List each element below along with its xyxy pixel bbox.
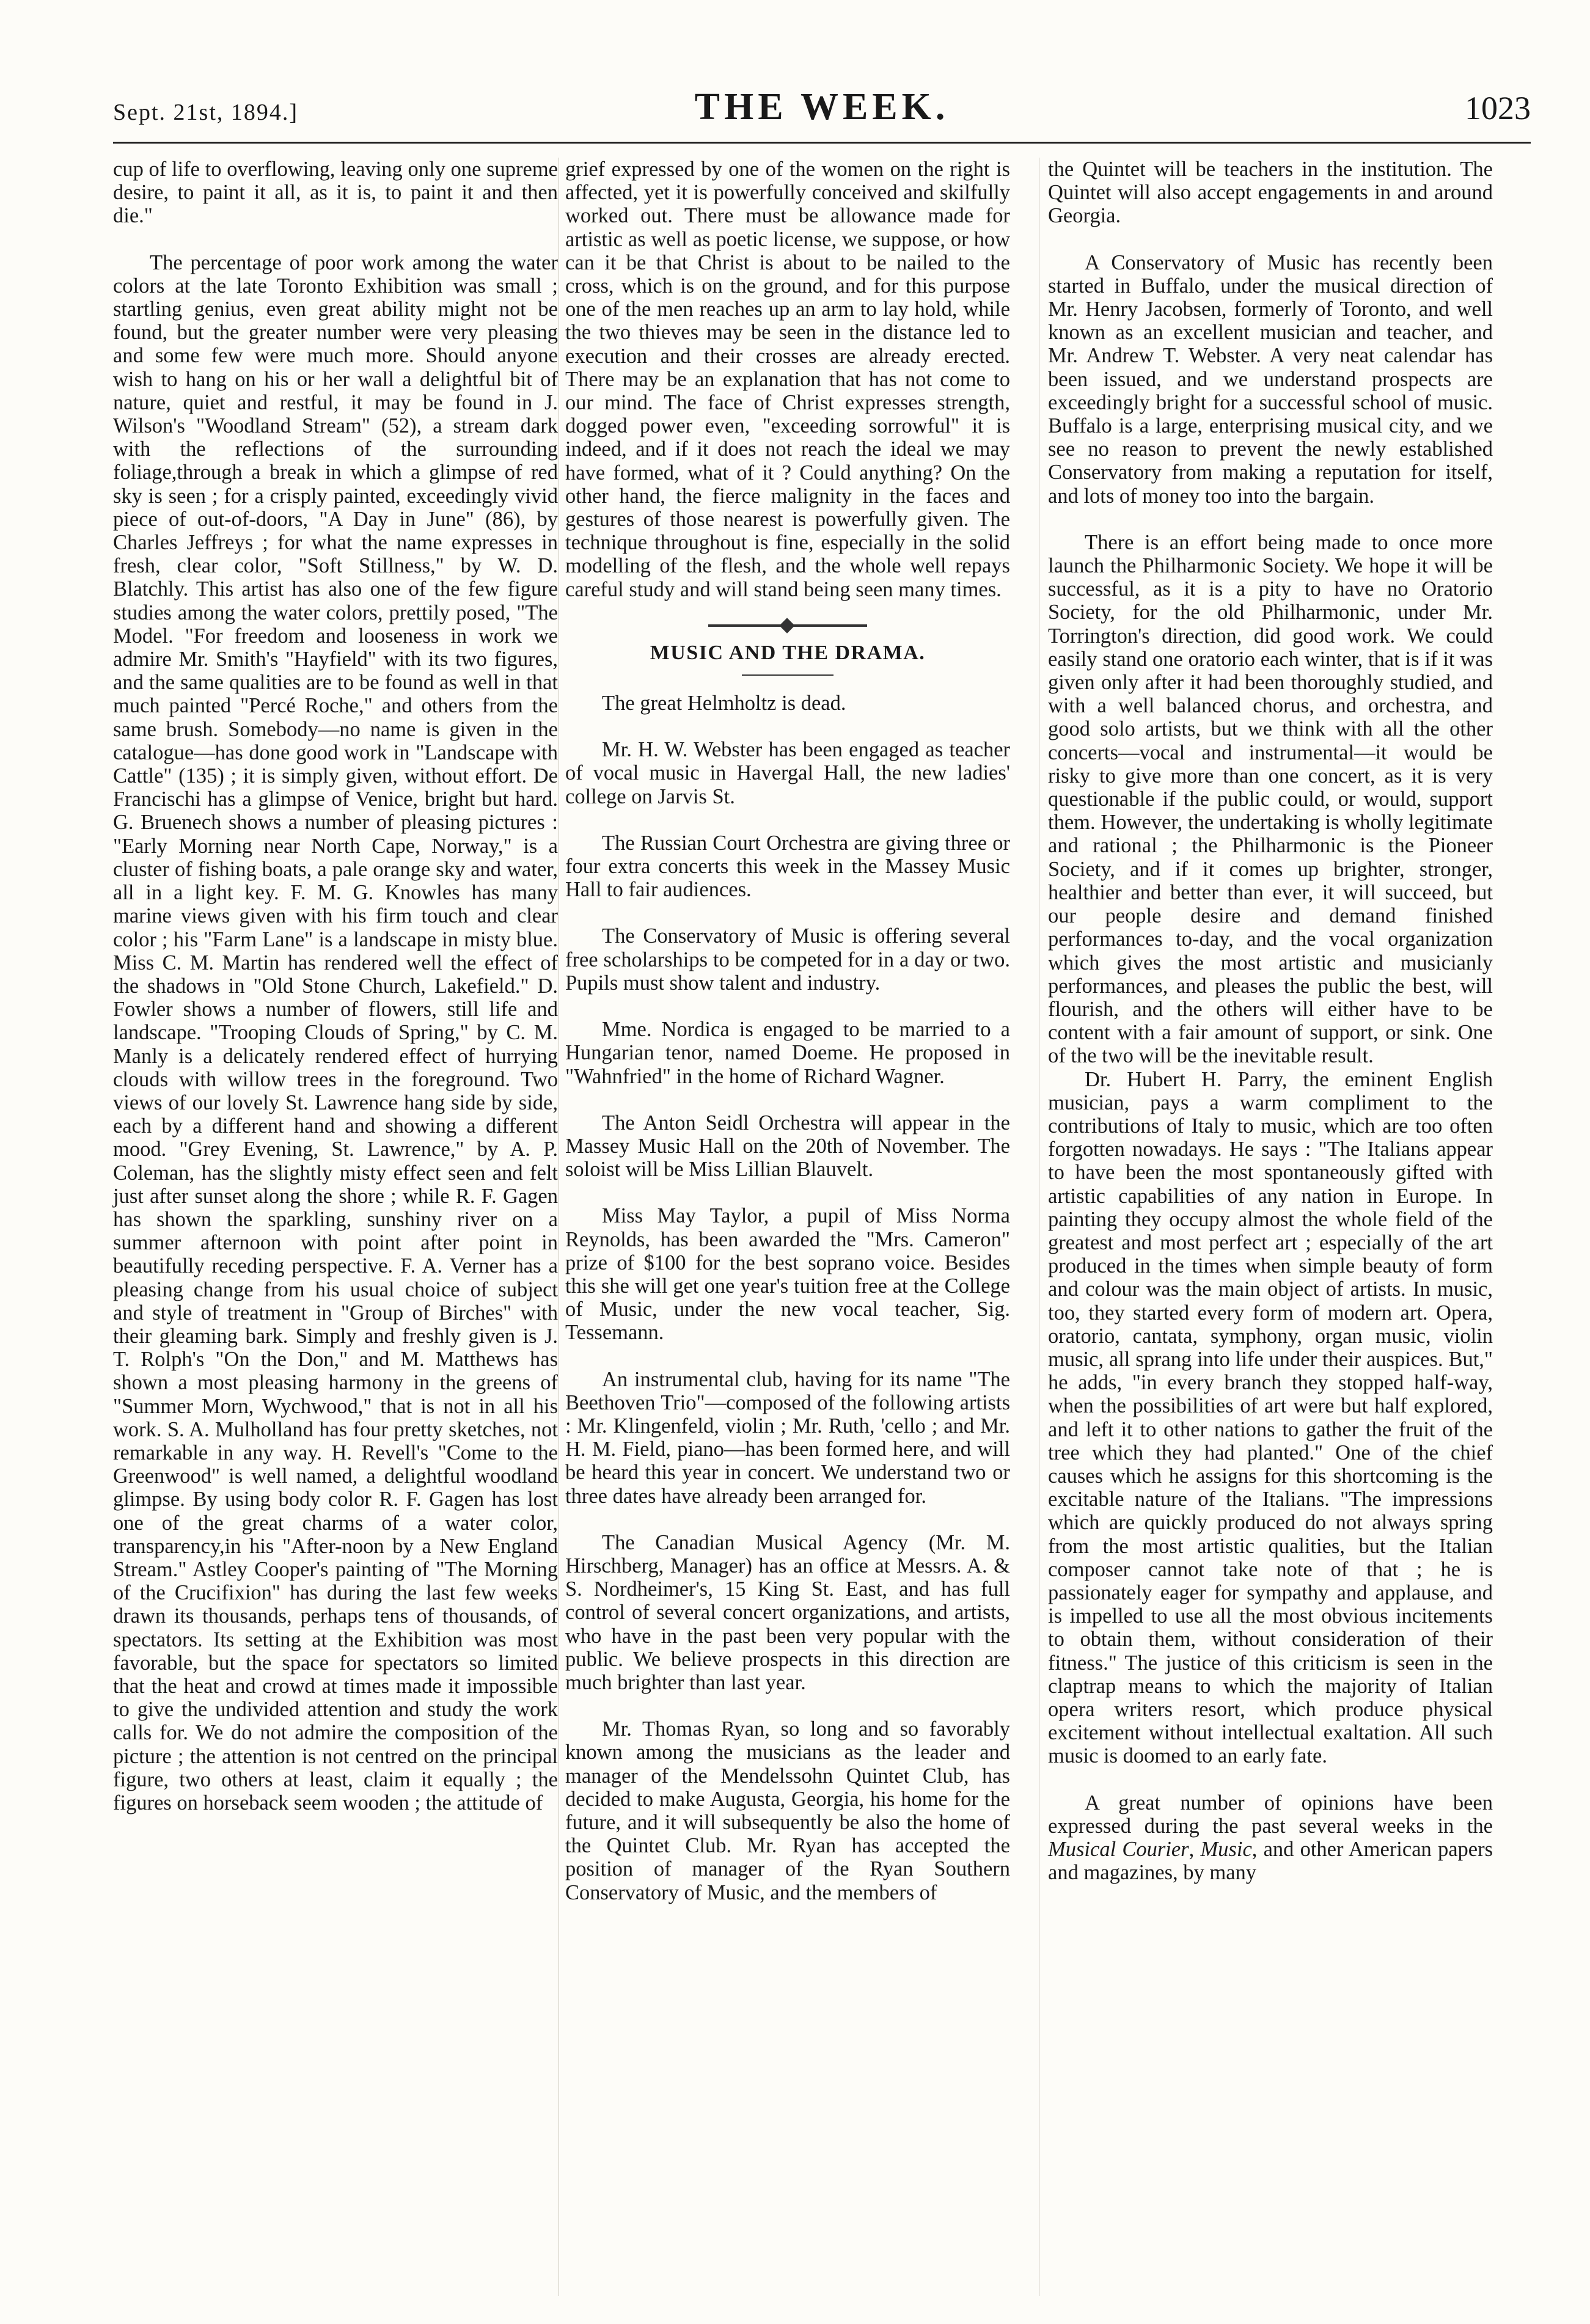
header-rule <box>113 142 1531 144</box>
page-header <box>113 86 1531 134</box>
page-number: 1023 <box>1465 90 1531 126</box>
section-title: MUSIC AND THE DRAMA. <box>650 641 926 664</box>
paragraph: The Russian Court Orchestra are giving three or four extra concerts this week in the Massey Music Hall to fair audiences. <box>565 831 1010 902</box>
section-heading-block <box>565 624 1010 676</box>
column-3 <box>1048 158 1493 1907</box>
issue-date: Sept. 21st, 1894.] <box>113 100 299 125</box>
paragraph: A Conservatory of Music has recently been started in Buffalo, under the musical direction of Mr. Henry Jacobsen, formerly of Toronto, and well known as an excellent musician and teacher, and Mr. Andrew T. Webster. A very neat calendar has been issued, and we understand prospects are exceedingly bright for a successful school of music. Buffalo is a large, enterprising musical city, and we see no reason to prevent the newly established Conservatory from making a reputation for itself, and lots of money too into the bargain. <box>1048 250 1493 508</box>
paragraph: The Canadian Musical Agency (Mr. M. Hirschberg, Manager) has an office at Messrs. A. & S. Nordheimer's, 15 King St. East, and has full control of several concert organizations, and artists, who have in the past been very popular with the public. We believe prospects in this direction are much brighter than last year. <box>565 1530 1010 1694</box>
text-run: , and other American papers and magazines, by many <box>1048 1838 1493 1885</box>
section-rule <box>742 674 833 676</box>
paragraph: cup of life to overflowing, leaving only one supreme desire, to paint it all, as it is, to paint it and then die." <box>113 158 558 228</box>
text-run: , <box>1189 1838 1201 1862</box>
paragraph <box>1048 1791 1493 1885</box>
paragraph: The percentage of poor work among the water colors at the late Toronto Exhibition was small ; startling genius, even great ability might not be found, but the greater number were very pleasing and some few were much more. Should anyone wish to hang on his or her wall a delightful bit of nature, quiet and restful, it may be found in J. Wilson's "Woodland Stream" (52), a stream dark with the reflections of the surrounding foliage,through a break in which a glimpse of red sky is seen ; for a crisply painted, exceedingly vivid piece of out-of-doors, "A Day in June" (86), by Charles Jeffreys ; for what the name expresses in fresh, clear color, "Soft Stillness," by W. D. Blatchly. This artist has also one of the few figure studies among the water colors, prettily posed, "The Model. "For freedom and looseness in work we admire Mr. Smith's "Hayfield" with its two figures, and the same qualities are to be found as well in that much painted "Percé Roche," and others from the same brush. Somebody—no name is given in the catalogue—has done good work in "Landscape with Cattle" (135) ; it is simply given, without effort. De Francischi has a glimpse of Venice, bright but hard. G. Bruenech shows a number of pleasing pictures : "Early Morning near North Cape, Norway," is a cluster of fishing boats, a pale orange sky and water, all in a light key. F. M. G. Knowles has many marine views given with his firm touch and clear color ; his "Farm Lane" is a landscape in misty blue. Miss C. M. Martin has rendered well the effect of the shadows in "Old Stone Church, Lakefield." D. Fowler shows a number of flowers, still life and landscape. "Trooping Clouds of Spring," by C. M. Manly is a delicately rendered effect of hurrying clouds with willow trees in the foreground. Two views of our lovely St. Lawrence hang side by side, each by a different hand and showing a different mood. "Grey Evening, St. Lawrence," by A. P. Coleman, has the slightly misty effect seen and felt just after sunset along the shore ; while R. F. Gagen has shown the sparkling, sunshiny river on a summer afternoon with point after point in beautifully receding perspective. F. A. Verner has a pleasing change from his usual choice of subject and style of treatment in "Group of Birches" with their gleaming bark. Simply and freshly given is J. T. Rolph's "On the Don," and M. Matthews has shown a most pleasing harmony in the greens of "Summer Morn, Wychwood," that is not in all his work. S. A. Mulholland has four pretty sketches, not remarkable in any way. H. Revell's "Come to the Greenwood" is well named, a delightful woodland glimpse. By using body color R. F. Gagen has lost one of the great charms of a water color, transparency,in his "After-noon by a New England Stream." Astley Cooper's painting of "The Morning of the Crucifixion" has during the last few weeks drawn its thousands, perhaps tens of thousands, of spectators. Its setting at the Exhibition was most favorable, but the space for spectators so limited that the heat and crowd at times made it impossible to give the undivided attention and study the work calls for. We do not admire the composition of the picture ; the attention is not centred on the principal figure, two others at least, claim it equally ; the figures on horseback seem wooden ; the attitude of <box>113 250 558 1815</box>
paragraph: Dr. Hubert H. Parry, the eminent English musician, pays a warm compliment to the contributions of Italy to music, which are too often forgotten nowadays. He says : "The Italians appear to have been the most spontaneously gifted with artistic capabilities of any nation in Europe. In painting they occupy almost the whole field of the greatest and most perfect art ; especially of the art produced in the times when simple beauty of form and colour was the main object of artists. In music, too, they started every form of modern art. Opera, oratorio, cantata, symphony, organ music, violin music, all sprang into life under their auspices. But," he adds, "in every branch they stopped half-way, when the possibilities of art were but half explored, and left it to other nations to gather the fruit of the tree which they had planted." One of the chief causes which he assigns for this shortcoming is the excitable nature of the Italians. "The impressions which are quickly produced do not always spring from the most artistic qualities, but the Italian composer cannot take note of that ; he is passionately eager for sympathy and applause, and is impelled to use all the most obvious incitements to obtain them, without consideration of their fitness." The justice of this criticism is seen in the claptrap means to which the majority of Italian opera writers resort, which produce physical excitement without intellectual exaltation. All such music is doomed to an early fate. <box>1048 1067 1493 1768</box>
paragraph: Mr. H. W. Webster has been engaged as teacher of vocal music in Havergal Hall, the new ladies' college on Jarvis St. <box>565 738 1010 808</box>
publication-name: Musical Courier <box>1048 1838 1189 1862</box>
paragraph: grief expressed by one of the women on the right is affected, yet it is powerfully conceived and skilfully worked out. There must be allowance made for artistic as well as poetic license, we suppose, or how can it be that Christ is about to be nailed to the cross, which is on the ground, and for this purpose one of the men reaches up an arm to lay hold, while the two thieves may be seen in the distance led to execution and their crosses are already erected. There may be an explanation that has not come to our mind. The face of Christ expresses strength, dogged power even, "exceeding sorrowful" it is indeed, and if it does not reach the ideal we may have formed, what of it ? Could anything? On the other hand, the fierce malignity in the faces and gestures of those nearest is powerfully given. The technique throughout is fine, especially in the solid modelling of the flesh, and the whole well repays careful study and will stand being seen many times. <box>565 158 1010 601</box>
text-run: A great number of opinions have been expressed during the past several weeks in the <box>1048 1791 1493 1838</box>
paragraph: There is an effort being made to once more launch the Philharmonic Society. We hope it will be successful, as it is a pity to have no Oratorio Society, for the old Philharmonic, under Mr. Torrington's direction, did good work. We could easily stand one oratorio each winter, that is if it was given only after it had been thoroughly studied, and with a well balanced chorus, and orchestra, and good solo artists, but we think with all the other concerts—vocal and instrumental—it would be risky to give more than one concert, as it is very questionable if the public could, or would, support them. However, the undertaking is wholly legitimate and rational ; the Philharmonic is the Pioneer Society, and if it comes up brighter, stronger, healthier and better than ever, it will succeed, but our people desire and demand finished performances to-day, and the vocal organization which gives the most artistic and musicianly performances, and pleases the public the best, will flourish, and the others will either have to be content with a fair amount of support, or sink. One of the two will be the inevitable result. <box>1048 530 1493 1068</box>
paragraph: Mme. Nordica is engaged to be married to a Hungarian tenor, named Doeme. He proposed in "Wahnfried" in the home of Richard Wagner. <box>565 1018 1010 1088</box>
column-1 <box>113 158 558 1838</box>
ornamental-divider <box>708 624 867 627</box>
paragraph: The Anton Seidl Orchestra will appear in the Massey Music Hall on the 20th of November. The soloist will be Miss Lillian Blauvelt. <box>565 1111 1010 1182</box>
paragraph: The great Helmholtz is dead. <box>602 692 846 715</box>
column-2 <box>565 158 1010 1928</box>
paragraph: The Conservatory of Music is offering several free scholarships to be competed for in a day or two. Pupils must show talent and industry. <box>565 924 1010 995</box>
publication-name: Music <box>1200 1838 1252 1862</box>
publication-title: THE WEEK. <box>694 86 950 128</box>
paragraph: Mr. Thomas Ryan, so long and so favorably known among the musicians as the leader and manager of the Mendelssohn Quintet Club, has decided to make Augusta, Georgia, his home for the future, and it will subsequently be also the home of the Quintet Club. Mr. Ryan has accepted the position of manager of the Ryan Southern Conservatory of Music, and the members of <box>565 1717 1010 1904</box>
paragraph: Miss May Taylor, a pupil of Miss Norma Reynolds, has been awarded the "Mrs. Cameron" prize of $100 for the best soprano voice. Besides this she will get one year's tuition free at the College of Music, under the new vocal teacher, Sig. Tessemann. <box>565 1204 1010 1345</box>
paragraph: An instrumental club, having for its name "The Beethoven Trio"—composed of the following artists : Mr. Klingenfeld, violin ; Mr. Ruth, 'cello ; and Mr. H. M. Field, piano—has been formed here, and will be heard this year in concert. We understand two or three dates have already been arranged for. <box>565 1367 1010 1508</box>
paragraph: the Quintet will be teachers in the institution. The Quintet will also accept engagements in and around Georgia. <box>1048 158 1493 228</box>
